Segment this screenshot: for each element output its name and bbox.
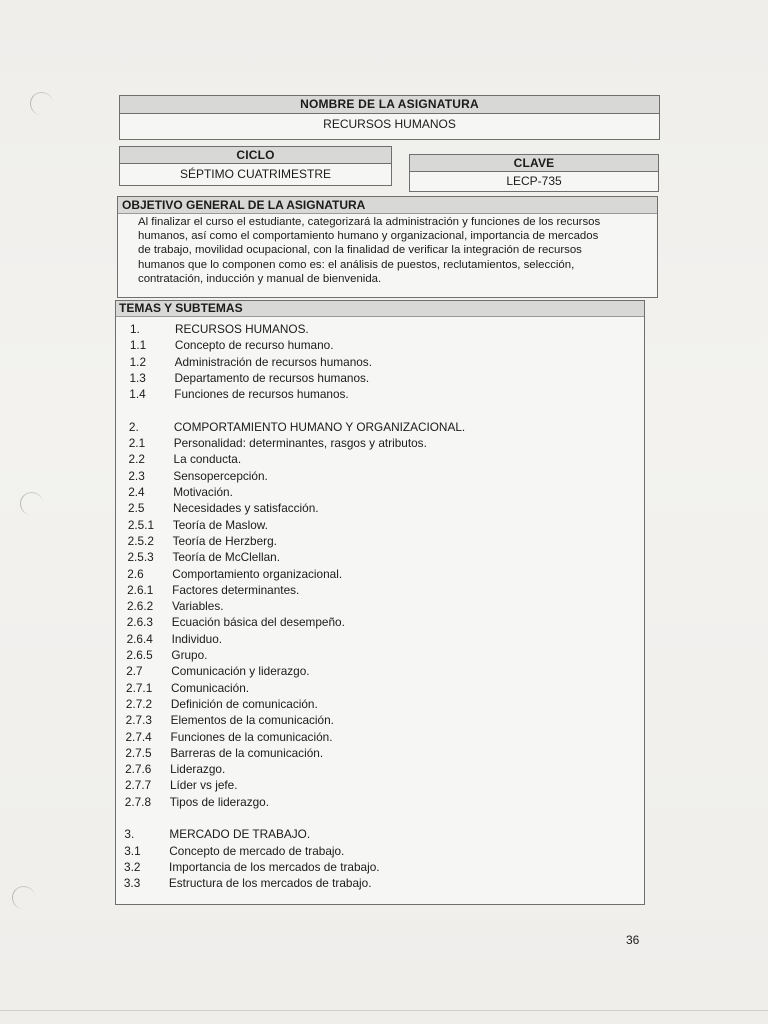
objetivo-line: humanos, así como el comportamiento humano y organizacional, importancia de mercados [138, 230, 599, 243]
topic-text: Elementos de la comunicación. [170, 713, 334, 728]
topic-number: 2.1 [128, 436, 146, 451]
topic-number: 1.3 [129, 370, 146, 385]
topic-text: Funciones de recursos humanos. [174, 387, 349, 402]
topic-number: 2.5.1 [127, 517, 155, 532]
objetivo-text [118, 214, 657, 286]
clave-header: CLAVE [410, 155, 658, 172]
topic-number: 1. [130, 322, 140, 336]
topic-number: 1.2 [129, 354, 147, 369]
topic-number: 2.3 [128, 468, 145, 483]
topic-text: Departamento de recursos humanos. [174, 370, 370, 385]
page-number: 36 [626, 933, 640, 947]
topic-text: Ecuación básica del desempeño. [171, 615, 345, 630]
topic-number: 2.6.2 [126, 599, 154, 614]
topic-number: 1.1 [129, 338, 147, 353]
page-bottom-edge [0, 1010, 768, 1011]
objetivo-header: OBJETIVO GENERAL DE LA ASIGNATURA [118, 197, 657, 214]
topic-number: 2.6.5 [126, 648, 153, 662]
topic-text: Variables. [171, 599, 224, 614]
topic-text: Barreras de la comunicación. [170, 745, 324, 760]
topic-number: 3. [124, 827, 135, 842]
binder-hole-middle [20, 492, 43, 515]
topic-number: 3.2 [124, 859, 141, 874]
topic-text: Estructura de los mercados de trabajo. [168, 876, 372, 891]
topic-number: 2.7.4 [125, 729, 152, 744]
topic-number: 2.7.8 [124, 794, 152, 809]
topic-number: 1.4 [129, 387, 146, 402]
topic-number: 2.4 [128, 485, 145, 499]
topic-text: Funciones de la comunicación. [170, 729, 333, 744]
topic-number: 2.7.1 [126, 680, 153, 695]
topic-number: 2.6.4 [126, 631, 153, 646]
topic-text: Personalidad: determinantes, rasgos y atributos. [173, 436, 427, 451]
topic-text: Factores determinantes. [172, 582, 300, 597]
clave-value: LECP-735 [506, 174, 562, 188]
topic-number: 2.7.6 [125, 762, 152, 777]
clave-box [409, 154, 659, 192]
topic-text: Tipos de liderazgo. [169, 794, 270, 809]
topic-text: Concepto de mercado de trabajo. [169, 843, 345, 858]
topic-number: 2.7 [126, 664, 143, 679]
topic-text: Teoría de Maslow. [172, 517, 268, 532]
topic-text: RECURSOS HUMANOS. [175, 322, 309, 336]
topic-text: Comportamiento organizacional. [172, 566, 343, 581]
asignatura-value: RECURSOS HUMANOS [323, 117, 456, 131]
topic-number: 2.6 [127, 566, 144, 581]
asignatura-header: NOMBRE DE LA ASIGNATURA [120, 96, 659, 114]
topic-number: 2.5 [128, 501, 145, 516]
topic-text: La conducta. [173, 452, 242, 467]
objetivo-box [117, 196, 658, 298]
topic-number: 2.5.3 [127, 550, 154, 565]
topic-text: Sensopercepción. [173, 468, 268, 483]
topic-text: Importancia de los mercados de trabajo. [169, 859, 380, 874]
topic-text: COMPORTAMIENTO HUMANO Y ORGANIZACIONAL. [173, 419, 466, 434]
topic-number: 2. [128, 419, 139, 434]
ciclo-box [119, 146, 392, 186]
ciclo-header: CICLO [120, 147, 391, 164]
asignatura-box [119, 95, 660, 140]
binder-hole-top [30, 92, 53, 115]
ciclo-value: SÉPTIMO CUATRIMESTRE [179, 167, 332, 181]
topic-text: Concepto de recurso humano. [174, 338, 334, 353]
topic-text: Teoría de Herzberg. [172, 533, 277, 548]
topic-text: Teoría de McClellan. [172, 550, 280, 565]
topic-text: Liderazgo. [170, 762, 226, 777]
topic-number: 2.5.2 [127, 533, 154, 548]
topic-text: Comunicación y liderazgo. [171, 664, 310, 679]
objetivo-line: humanos que lo componen como es: el análisis de puestos, reclutamientos, selección, [138, 258, 575, 271]
topic-number: 2.7.5 [125, 745, 152, 760]
temas-box [115, 300, 645, 905]
topic-text: Necesidades y satisfacción. [173, 501, 319, 516]
topic-number: 2.2 [128, 452, 145, 467]
topic-number: 3.1 [124, 843, 141, 858]
topic-number: 2.6.1 [127, 582, 154, 597]
topic-text: Motivación. [173, 485, 233, 499]
objetivo-line: Al finalizar el curso el estudiante, categorizará la administración y funciones de los recursos [138, 216, 601, 228]
topic-text: Comunicación. [171, 680, 250, 695]
objetivo-line: contratación, inducción y manual de bienvenida. [138, 272, 382, 285]
temas-header: TEMAS Y SUBTEMAS [116, 301, 644, 317]
topic-text: Individuo. [171, 631, 223, 646]
topic-text: Grupo. [171, 648, 208, 662]
topic-number: 2.7.7 [124, 778, 152, 793]
topic-text: Líder vs jefe. [169, 778, 238, 793]
binder-hole-bottom [12, 886, 35, 909]
topic-number: 3.3 [123, 876, 141, 891]
topic-text: Definición de comunicación. [170, 696, 318, 711]
topic-text: MERCADO DE TRABAJO. [169, 827, 311, 842]
topic-text: Administración de recursos humanos. [174, 354, 372, 369]
topic-number: 2.7.2 [125, 696, 153, 711]
objetivo-line: de trabajo, movilidad ocupacional, con la finalidad de verificar la integración de recursos [138, 244, 582, 257]
topic-number: 2.7.3 [125, 713, 152, 728]
topic-number: 2.6.3 [126, 615, 153, 630]
